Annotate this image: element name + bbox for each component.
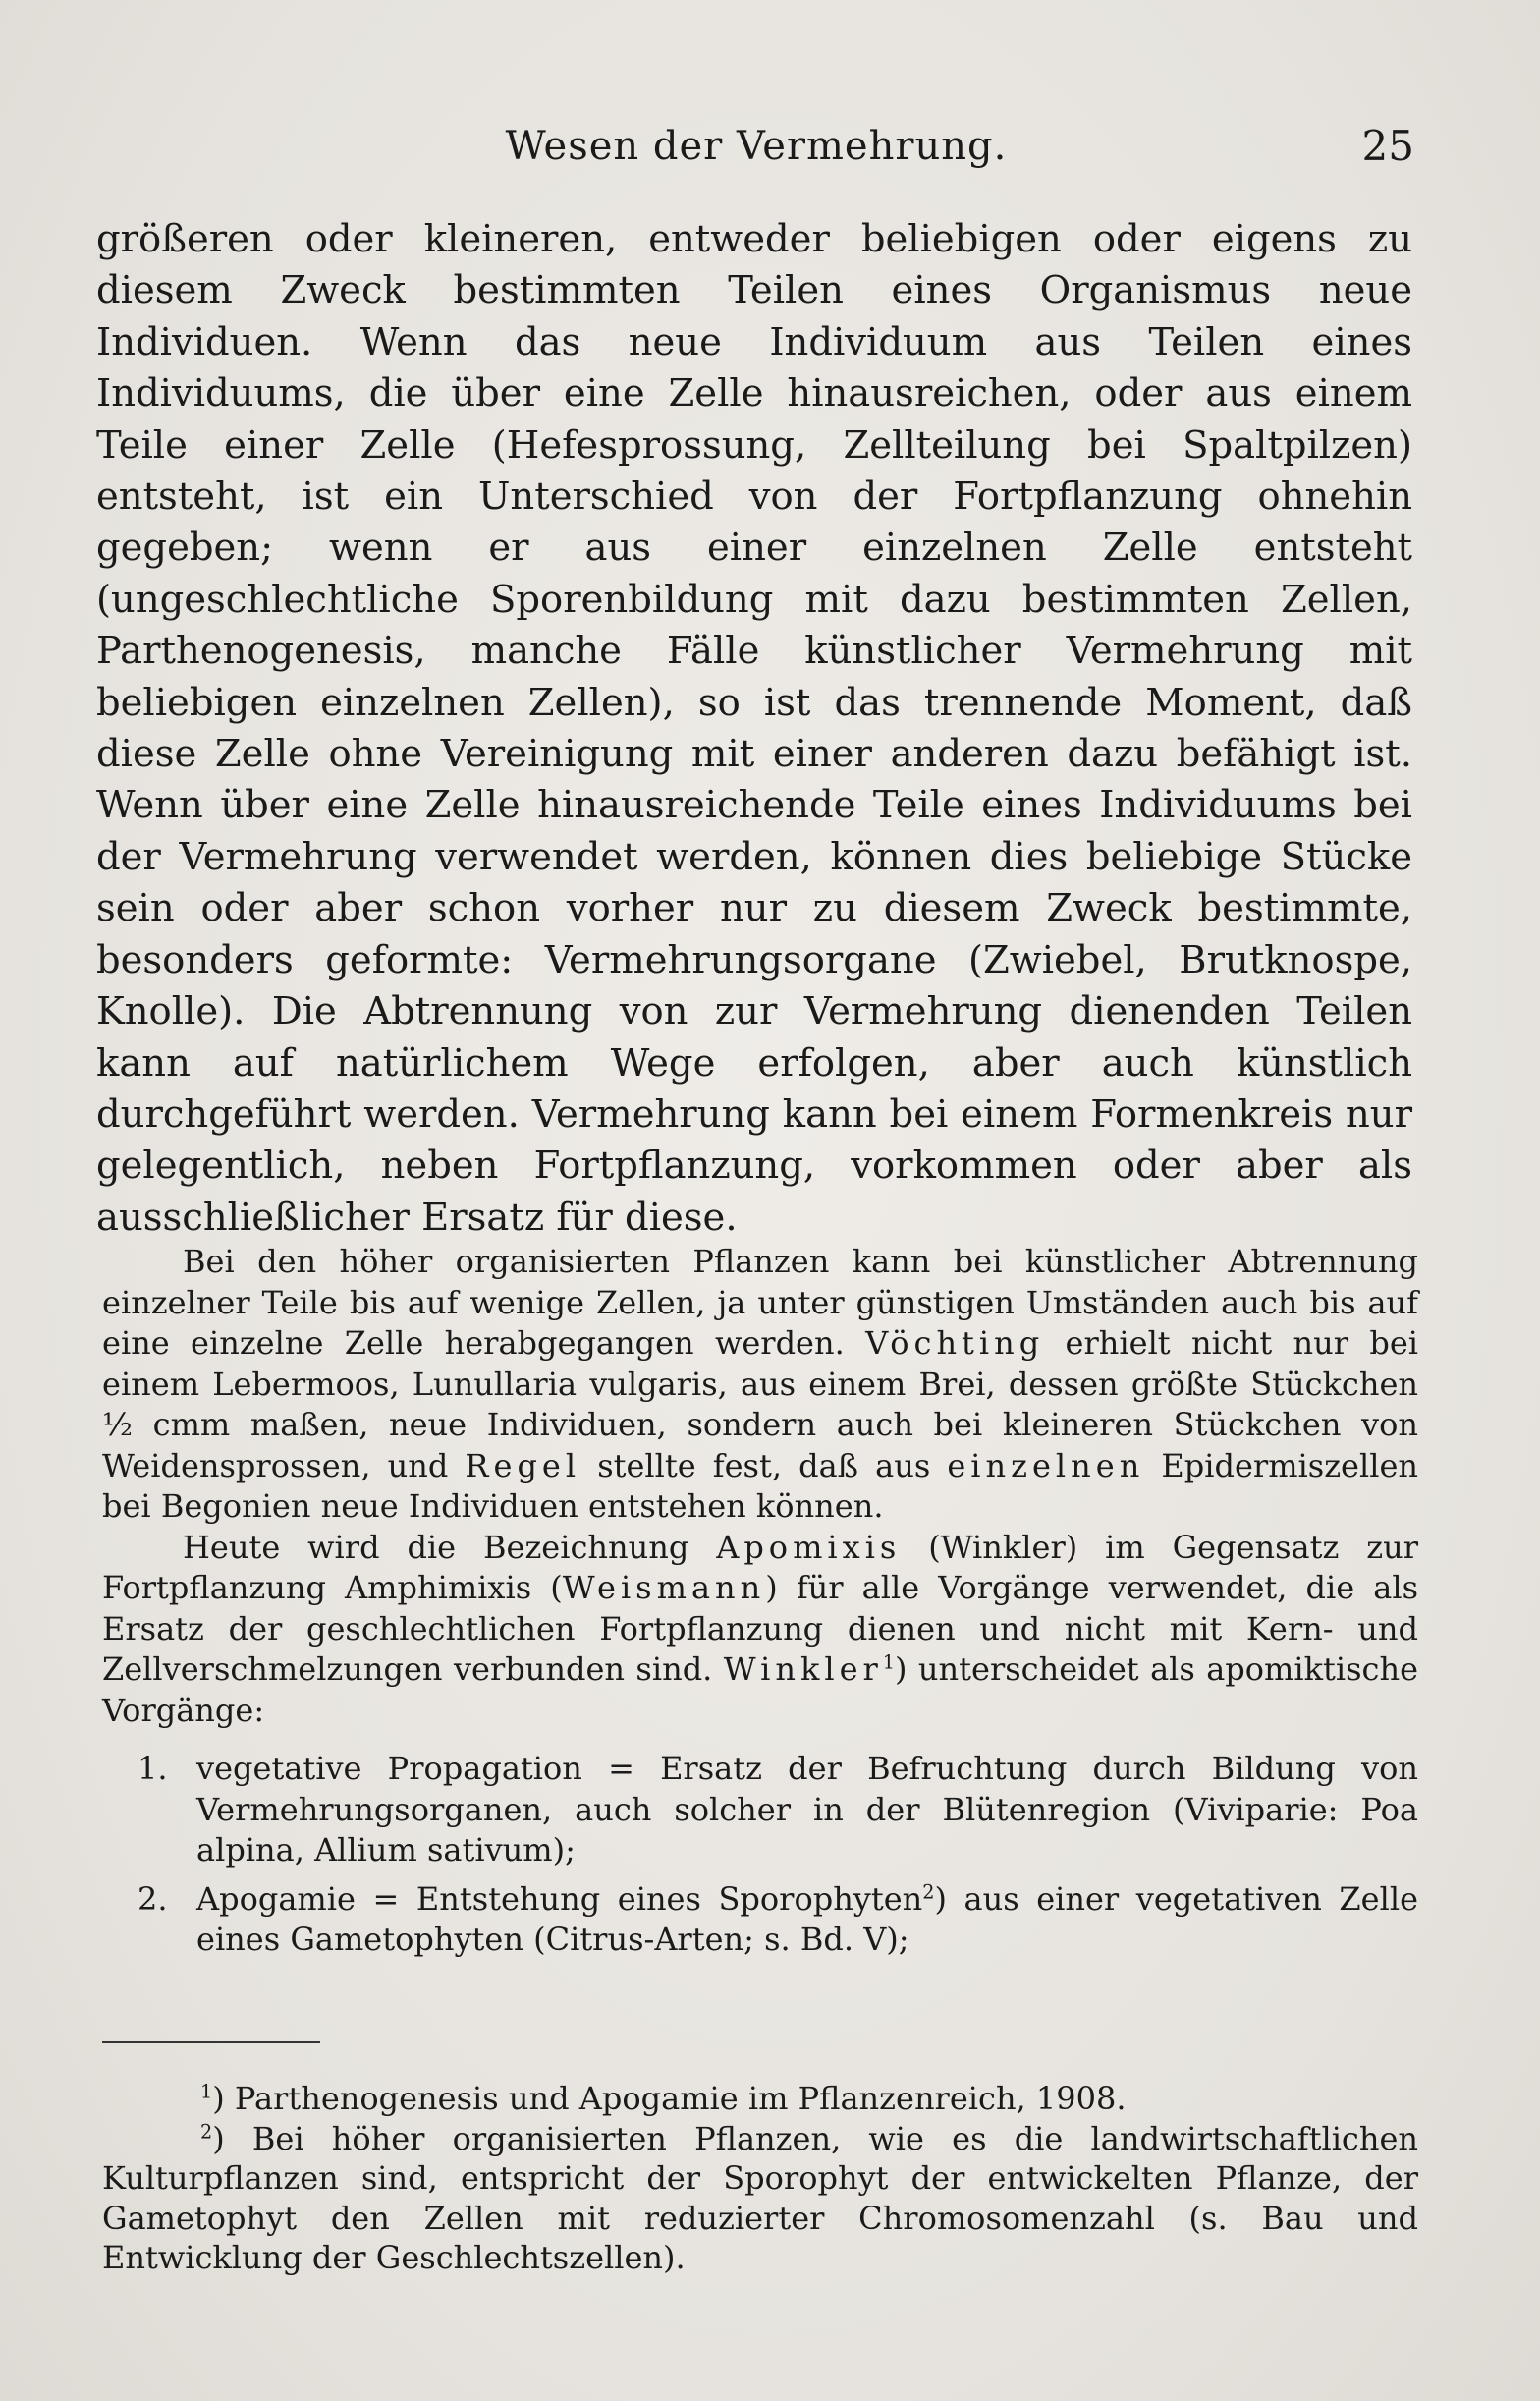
page-header [98,116,1414,175]
footnote-marker: 2 [200,2119,213,2143]
list-text: vegetative Propagation = Ersatz der Befruchtung durch Bildung von Vermehrungsorganen, auch solcher in der Blütenregion (Viviparie: Poa alpina, Allium sativum); [196,1750,1418,1869]
small-paragraph-1 [102,1242,1418,1528]
page-number: 25 [1361,122,1414,170]
footnote-ref-1[interactable]: 1 [882,1650,896,1674]
term-apomixis: Apomixis [716,1528,902,1566]
text-run: Heute wird die Bezeichnung [183,1528,717,1566]
text-run: Bei den höher organisierten Pflanzen kann bei künstlicher Abtrennung einzelner Teile bis auf wenige Zellen, ja unter günstigen Umständen auch bis auf eine einzelne Zelle herabgegangen werden. [102,1243,1418,1362]
text-run: erhielt nicht nur bei einem Lebermoos, Lunullaria vulgaris, aus einem Brei, dessen größte Stückchen ½ cmm maßen, neue Individuen, sondern auch bei kleineren Stückchen von Weidensprossen, und [102,1324,1418,1484]
footnote-ref-2[interactable]: 2 [922,1879,935,1903]
footnote-divider [102,2041,320,2043]
list-number: 2. [138,1879,168,1918]
list-item [102,1749,1418,1871]
text-run: (Winkler) im Gegensatz zur Fortpflanzung Amphimixis ( [102,1528,1418,1606]
footnote-text: ) Bei höher organisierten Pflanzen, wie es die landwirtschaftlichen Kulturpflanzen sind, entspricht der Sporophyt der entwickelten Pflanze, der Gametophyt den Zellen mit reduzierter Chromosomenzahl (s. Bau und Entwicklung der Geschlechtszellen). [102,2119,1418,2276]
author-name-regel: Regel [465,1446,581,1484]
author-name-weismann: Weismann [562,1569,766,1606]
author-name-voechting: Vöchting [865,1324,1045,1362]
emphasized-word: einzelnen [947,1446,1145,1484]
apomixis-list [102,1749,1418,1961]
footnote-1 [102,2079,1418,2119]
list-number: 1. [138,1750,168,1787]
running-head: Wesen der Vermehrung. [505,124,1008,169]
main-text [96,214,1412,1244]
footnote-text: ) Parthenogenesis und Apogamie im Pflanzenreich, 1908. [212,2080,1127,2117]
text-run: Epidermiszellen bei Begonien neue Individuen entstehen können. [102,1446,1418,1525]
footnotes [102,2079,1418,2278]
list-item [102,1879,1418,1961]
text-run: stellte fest, daß aus [580,1446,948,1484]
list-text: Apogamie = Entstehung eines Sporophyten [196,1879,923,1918]
text-run: ) für alle Vorgänge verwendet, die als Ersatz der geschlechtlichen Fortpflanzung dienen und nicht mit Kern- und Zellverschmelzungen verbunden sind. [102,1569,1419,1688]
footnote-2 [102,2119,1418,2278]
text-run: ) unterscheidet als apomiktische Vorgänge: [102,1650,1418,1729]
list-text: ) aus einer vegetativen Zelle eines Gametophyten (Citrus-Arten; s. Bd. V); [196,1879,1418,1958]
footnote-marker: 1 [200,2080,213,2103]
small-paragraph-2 [102,1528,1418,1732]
author-name-winkler: Winkler [723,1650,883,1688]
body-paragraph: größeren oder kleineren, entweder beliebigen oder eigens zu diesem Zweck bestimmten Teilen eines Organismus neue Individuen. Wenn das neue Individuum aus Teilen eines Individuums, die über eine Zelle hinausreichen, oder aus einem Teile einer Zelle (Hefesprossung, Zellteilung bei Spaltpilzen) entsteht, ist ein Unterschied von der Fortpflanzung ohnehin gegeben; wenn er aus einer einzelnen Zelle entsteht (ungeschlechtliche Sporenbildung mit dazu bestimmten Zellen, Parthenogenesis, manche Fälle künstlicher Vermehrung mit beliebigen einzelnen Zellen), so ist das trennende Moment, daß diese Zelle ohne Vereinigung mit einer anderen dazu befähigt ist. Wenn über eine Zelle hinausreichende Teile eines Individuums bei der Vermehrung verwendet werden, können dies beliebige Stücke sein oder aber schon vorher nur zu diesem Zweck bestimmte, besonders geformte: Vermehrungsorgane (Zwiebel, Brutknospe, Knolle). Die Abtrennung von zur Vermehrung dienenden Teilen kann auf natürlichem Wege erfolgen, aber auch künstlich durchgeführt werden. Vermehrung kann bei einem Formenkreis nur gelegentlich, neben Fortpflanzung, vorkommen oder aber als ausschließlicher Ersatz für diese. [96,217,1412,1240]
small-print-section [102,1242,1418,1969]
